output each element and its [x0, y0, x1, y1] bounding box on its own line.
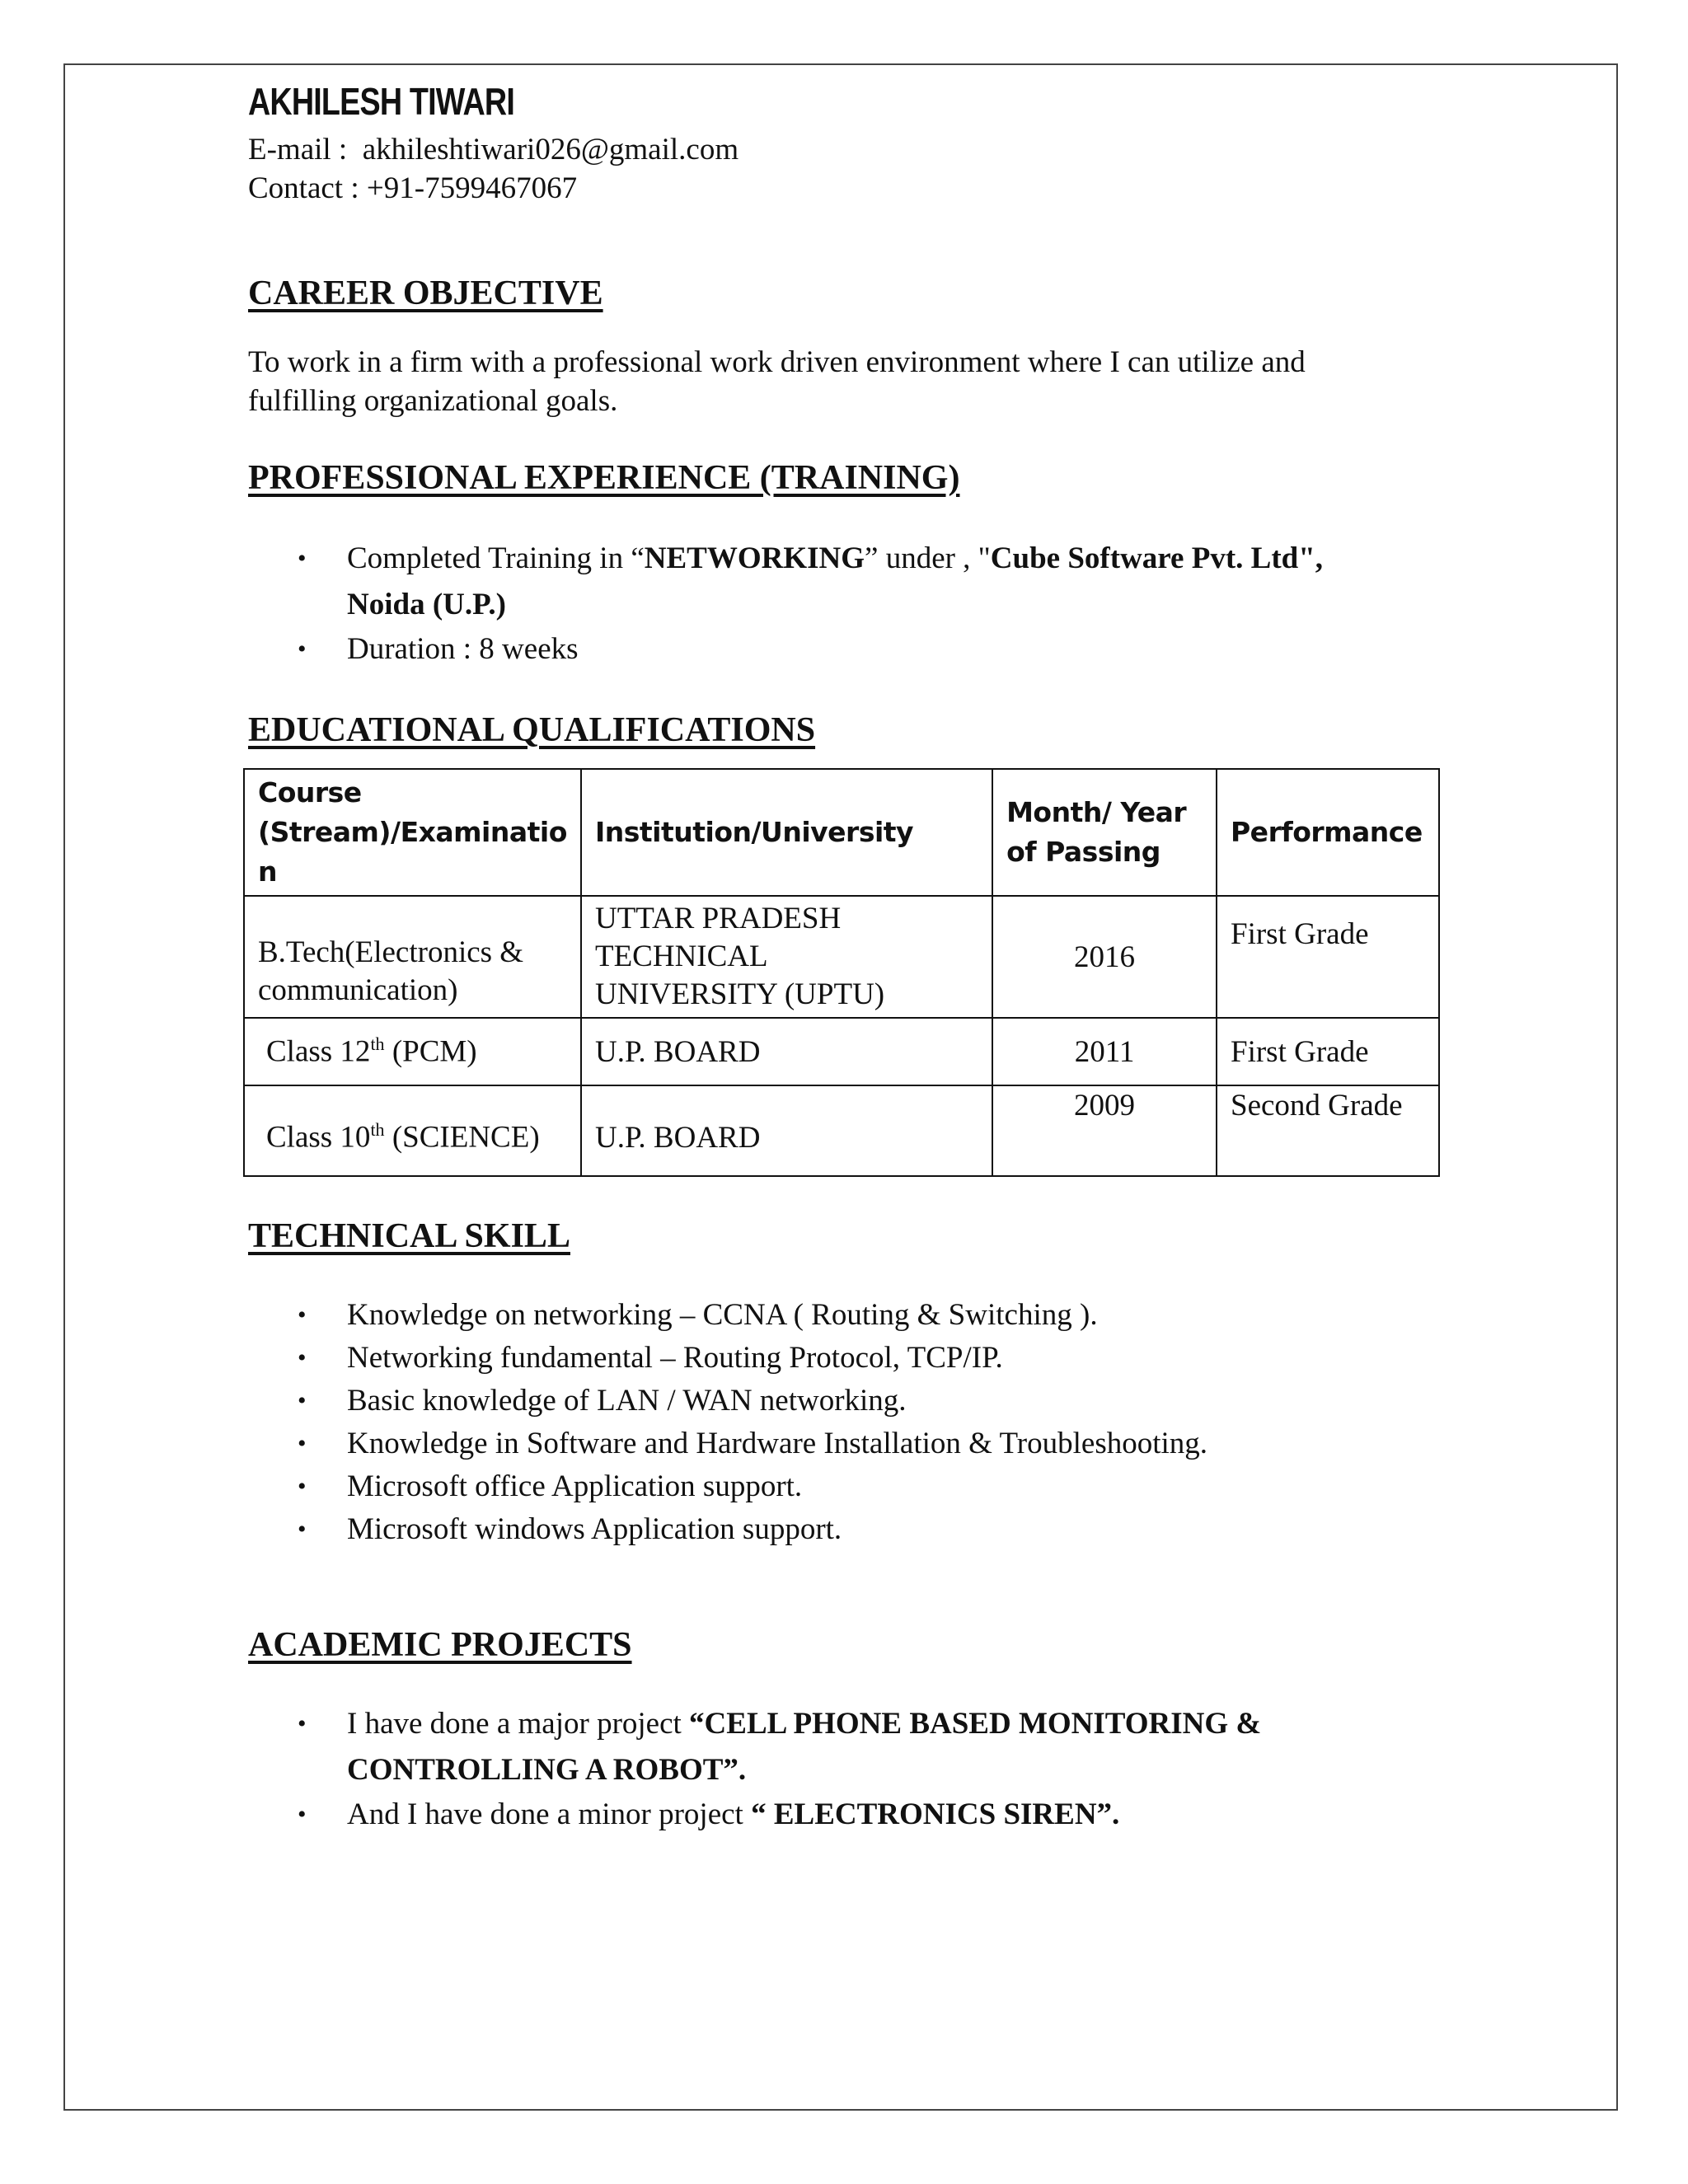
institution-cell: U.P. BOARD: [581, 1018, 992, 1085]
experience-item: [248, 628, 1451, 671]
table-header-row: [244, 769, 1439, 896]
superscript: th: [370, 1119, 385, 1141]
projects-heading: ACADEMIC PROJECTS: [248, 1626, 632, 1664]
experience-heading: PROFESSIONAL EXPERIENCE (TRAINING): [248, 459, 960, 497]
bullet-icon: •: [298, 1344, 307, 1371]
education-heading: EDUCATIONAL QUALIFICATIONS: [248, 711, 816, 749]
candidate-name: AKHILESH TIWARI: [248, 80, 514, 123]
training-location: Noida (U.P.): [347, 588, 506, 621]
course-cell: [244, 896, 581, 1018]
institution-cell: [581, 896, 992, 1018]
bullet-icon: •: [298, 1516, 307, 1543]
institution-cell: U.P. BOARD: [581, 1085, 992, 1176]
table-row: [244, 1018, 1439, 1085]
projects-section: [248, 1620, 1451, 1836]
project-title: “ ELECTRONICS SIREN”.: [751, 1797, 1120, 1831]
bullet-icon: •: [298, 1430, 307, 1457]
column-header-performance: Performance: [1217, 769, 1439, 896]
bullet-icon: •: [298, 635, 307, 663]
cell-text: (PCM): [384, 1034, 477, 1069]
skill-text: Basic knowledge of LAN / WAN networking.: [347, 1384, 907, 1418]
cell-text: TECHNICAL: [594, 940, 768, 973]
bullet-icon: •: [298, 545, 307, 572]
skills-heading: TECHNICAL SKILL: [248, 1217, 570, 1255]
experience-list: [248, 536, 1451, 671]
header-text: n: [258, 855, 277, 888]
experience-section: [248, 453, 1451, 671]
bullet-icon: •: [298, 1301, 307, 1329]
contact-value: +91-7599467067: [366, 171, 578, 205]
list-item: [248, 1508, 1451, 1551]
year-cell: 2016: [992, 896, 1217, 1018]
project-text: I have done a major project: [347, 1707, 690, 1741]
career-objective-heading: CAREER OBJECTIVE: [248, 274, 603, 312]
cell-text: B.Tech(Electronics &: [258, 935, 524, 969]
header-text: of Passing: [1006, 836, 1160, 868]
header-text: Course: [258, 776, 362, 808]
list-item: [248, 1294, 1451, 1337]
training-duration: Duration : 8 weeks: [347, 632, 579, 666]
list-item: [248, 1380, 1451, 1422]
skill-text: Microsoft office Application support.: [347, 1469, 803, 1503]
project-title: “CELL PHONE BASED MONITORING &: [689, 1707, 1262, 1741]
column-header-course: [244, 769, 581, 896]
career-objective-section: [248, 269, 1451, 420]
skills-section: [248, 1212, 1451, 1551]
skills-list: [248, 1294, 1451, 1551]
email-label: E-mail :: [248, 133, 348, 166]
education-table: [243, 768, 1440, 1177]
column-header-year: [992, 769, 1217, 896]
bullet-icon: •: [298, 1387, 307, 1414]
objective-line-2: fulfilling organizational goals.: [248, 384, 618, 418]
bullet-icon: •: [298, 1473, 307, 1500]
bullet-icon: •: [298, 1710, 307, 1737]
column-header-institution: Institution/University: [581, 769, 992, 896]
year-cell: 2009: [992, 1085, 1217, 1176]
superscript: th: [370, 1033, 385, 1055]
training-subject: NETWORKING: [644, 541, 865, 575]
bullet-icon: •: [298, 1801, 307, 1828]
projects-list: [248, 1701, 1451, 1836]
list-item: [248, 1422, 1451, 1465]
skill-text: Knowledge in Software and Hardware Installation & Troubleshooting.: [347, 1427, 1208, 1460]
contact-label: Contact :: [248, 171, 359, 205]
table-row: [244, 896, 1439, 1018]
year-cell: 2011: [992, 1018, 1217, 1085]
performance-cell: First Grade: [1217, 1018, 1439, 1085]
list-item: [248, 1337, 1451, 1380]
resume-content: [248, 73, 1451, 1836]
course-cell: [244, 1085, 581, 1176]
course-cell: [244, 1018, 581, 1085]
skill-text: Knowledge on networking – CCNA ( Routing & Switching ).: [347, 1298, 1098, 1332]
email-line: [248, 130, 1451, 169]
project-title: CONTROLLING A ROBOT”.: [347, 1753, 747, 1787]
cell-text: (SCIENCE): [384, 1120, 540, 1155]
header-text: (Stream)/Examinatio: [258, 816, 567, 848]
cell-text: Class 10: [266, 1120, 371, 1155]
list-item: [248, 1701, 1451, 1793]
contact-line: [248, 169, 1451, 208]
skill-text: Networking fundamental – Routing Protocol, TCP/IP.: [347, 1341, 1003, 1375]
training-company: Cube Software Pvt. Ltd",: [990, 541, 1324, 575]
cell-text: UTTAR PRADESH: [594, 902, 842, 935]
list-item: [248, 1793, 1451, 1836]
list-item: [248, 1465, 1451, 1508]
header-text: Month/ Year: [1006, 796, 1187, 828]
skill-text: Microsoft windows Application support.: [347, 1512, 842, 1546]
experience-item: [248, 536, 1451, 628]
cell-text: Class 12: [266, 1034, 371, 1069]
cell-text: communication): [258, 973, 458, 1007]
education-section: [248, 705, 1451, 1177]
resume-header: [248, 73, 1451, 208]
email-value: akhileshtiwari026@gmail.com: [362, 133, 739, 166]
performance-cell: First Grade: [1217, 896, 1439, 1018]
objective-line-1: To work in a firm with a professional work driven environment where I can utilize and: [248, 345, 1306, 379]
performance-cell: Second Grade: [1217, 1085, 1439, 1176]
table-row: [244, 1085, 1439, 1176]
cell-text: UNIVERSITY (UPTU): [594, 977, 885, 1011]
experience-text: ” under , ": [865, 541, 991, 575]
experience-text: Completed Training in “: [347, 541, 645, 575]
project-text: And I have done a minor project: [347, 1797, 752, 1831]
